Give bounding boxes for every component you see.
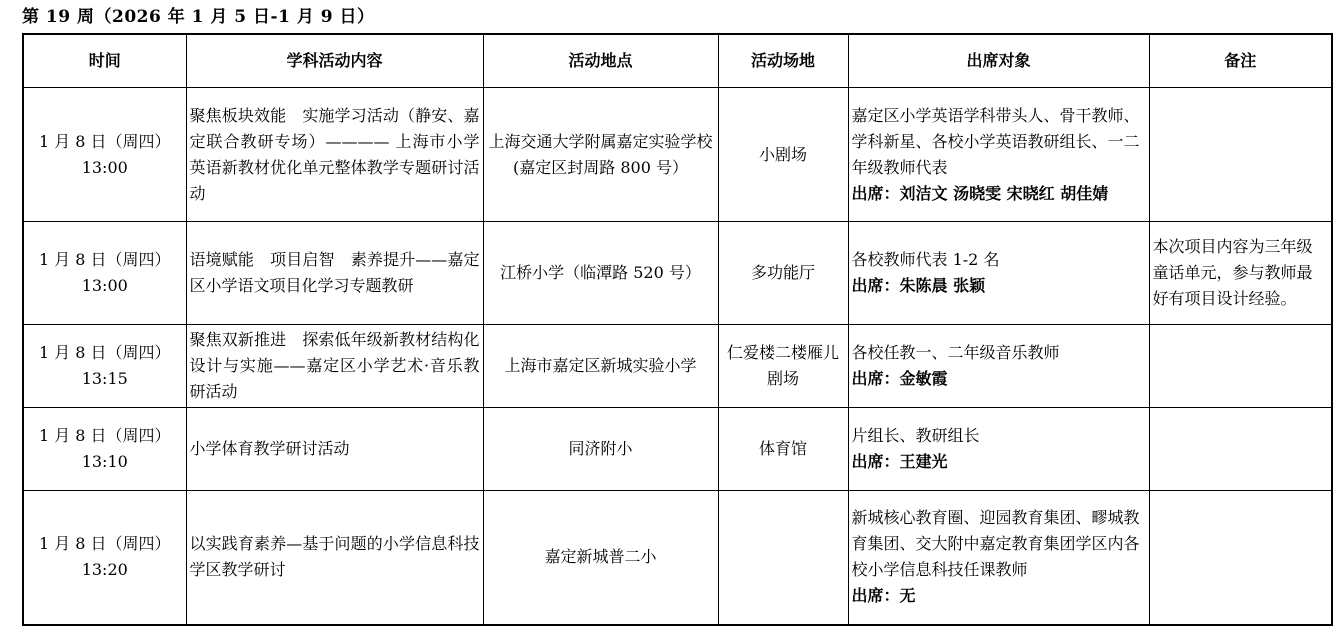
time-cell	[23, 222, 186, 325]
attendees-names: 出席：刘洁文 汤晓雯 宋晓红 胡佳婧	[851, 183, 1109, 203]
table-row	[23, 325, 1332, 408]
content-cell: 小学体育教学研讨活动	[186, 408, 483, 491]
column-header-remark: 备注	[1149, 34, 1332, 88]
venue-cell: 仁爱楼二楼雁儿剧场	[718, 325, 848, 408]
activity-time: 13:00	[81, 157, 128, 177]
attendees-description: 各校教师代表 1-2 名	[851, 250, 1000, 269]
location-cell: 上海市嘉定区新城实验小学	[483, 325, 718, 408]
location-cell: 上海交通大学附属嘉定实验学校(嘉定区封周路 800 号）	[483, 88, 718, 222]
activity-date: 1 月 8 日（周四）	[38, 131, 171, 151]
column-header-venue: 活动场地	[718, 34, 848, 88]
remark-cell	[1149, 491, 1332, 625]
page-title: 第 19 周（2026 年 1 月 5 日-1 月 9 日）	[22, 7, 375, 27]
attendees-names: 出席：金敏霞	[851, 369, 948, 388]
attendees-names: 出席：王建光	[851, 452, 948, 471]
schedule-table	[22, 33, 1333, 626]
venue-cell: 小剧场	[718, 88, 848, 222]
content-cell: 以实践育素养—基于问题的小学信息科技学区教学研讨	[186, 491, 483, 625]
table-row	[23, 491, 1332, 625]
location-cell: 嘉定新城普二小	[483, 491, 718, 625]
attendees-names: 出席：无	[851, 586, 916, 606]
activity-time: 13:15	[81, 369, 128, 388]
remark-cell: 本次项目内容为三年级童话单元，参与教师最好有项目设计经验。	[1149, 222, 1332, 325]
attendees-description: 新城核心教育圈、迎园教育集团、疁城教育集团、交大附中嘉定教育集团学区内各校小学信息科技任课教师	[851, 508, 1140, 580]
remark-cell	[1149, 325, 1332, 408]
location-cell: 同济附小	[483, 408, 718, 491]
time-cell	[23, 408, 186, 491]
remark-cell	[1149, 88, 1332, 222]
header-row	[23, 34, 1332, 88]
activity-time: 13:10	[81, 452, 128, 471]
time-cell	[23, 491, 186, 625]
attendees-cell	[848, 222, 1149, 325]
content-cell: 聚焦板块效能 实施学习活动（静安、嘉定联合教研专场）———— 上海市小学英语新教材优化单元整体教学专题研讨活动	[186, 88, 483, 222]
activity-date: 1 月 8 日（周四）	[38, 343, 171, 362]
column-header-time: 时间	[23, 34, 186, 88]
remark-cell	[1149, 408, 1332, 491]
venue-cell	[718, 491, 848, 625]
time-cell	[23, 88, 186, 222]
venue-cell: 多功能厅	[718, 222, 848, 325]
attendees-cell	[848, 88, 1149, 222]
attendees-description: 各校任教一、二年级音乐教师	[851, 343, 1060, 362]
attendees-cell	[848, 408, 1149, 491]
column-header-content: 学科活动内容	[186, 34, 483, 88]
attendees-names: 出席：朱陈晨 张颖	[851, 276, 986, 295]
column-header-location: 活动地点	[483, 34, 718, 88]
table-row	[23, 88, 1332, 222]
location-cell: 江桥小学（临潭路 520 号）	[483, 222, 718, 325]
activity-date: 1 月 8 日（周四）	[38, 426, 171, 445]
activity-date: 1 月 8 日（周四）	[38, 534, 171, 554]
attendees-description: 嘉定区小学英语学科带头人、骨干教师、学科新星、各校小学英语教研组长、一二年级教师代表	[851, 105, 1140, 177]
venue-cell: 体育馆	[718, 408, 848, 491]
time-cell	[23, 325, 186, 408]
activity-time: 13:20	[81, 560, 128, 580]
attendees-description: 片组长、教研组长	[851, 426, 980, 445]
table-row	[23, 408, 1332, 491]
attendees-cell	[848, 325, 1149, 408]
content-cell: 语境赋能 项目启智 素养提升——嘉定区小学语文项目化学习专题教研	[186, 222, 483, 325]
table-row	[23, 222, 1332, 325]
attendees-cell	[848, 491, 1149, 625]
column-header-attendees: 出席对象	[848, 34, 1149, 88]
activity-time: 13:00	[81, 276, 128, 295]
activity-date: 1 月 8 日（周四）	[38, 250, 171, 269]
content-cell: 聚焦双新推进 探索低年级新教材结构化设计与实施——嘉定区小学艺术·音乐教研活动	[186, 325, 483, 408]
